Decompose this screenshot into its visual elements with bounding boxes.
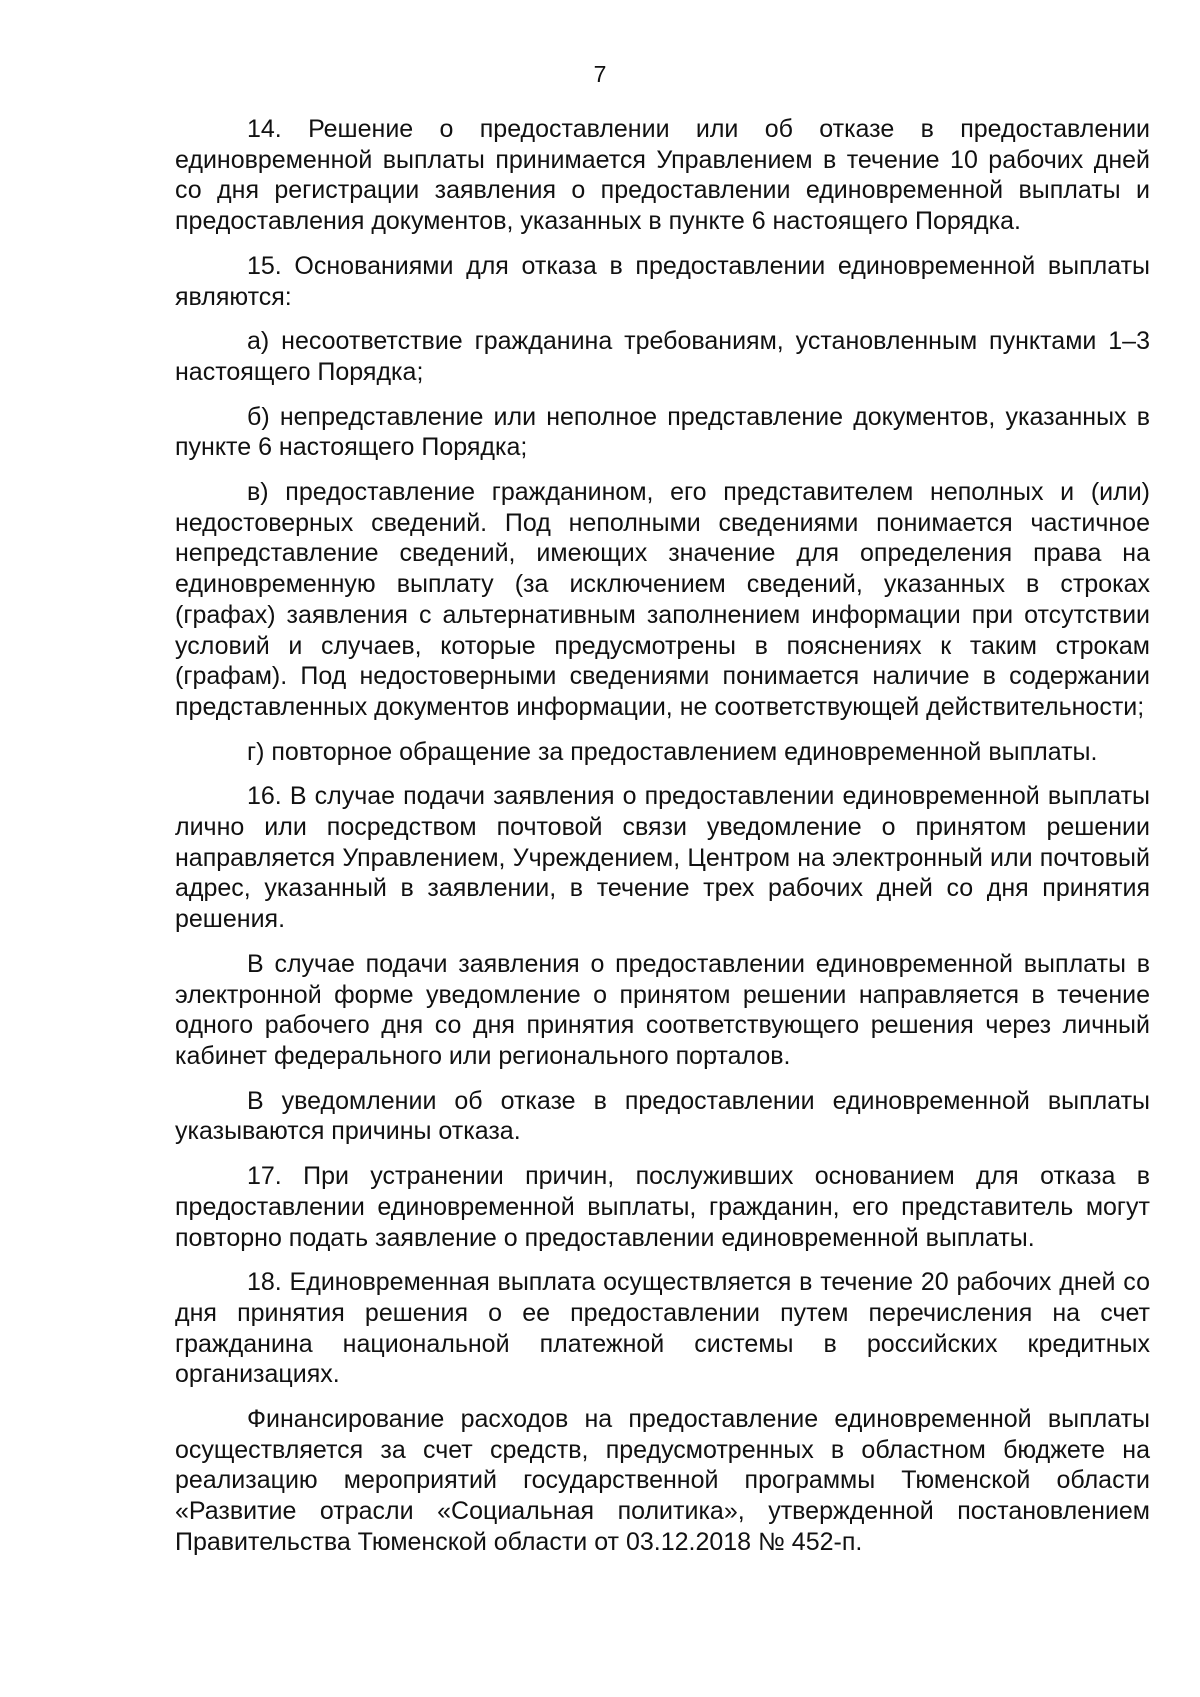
paragraph-15-g: г) повторное обращение за предоставлением единовременной выплаты. [247, 737, 1098, 766]
paragraph-14: 14. Решение о предоставлении или об отказе в предоставлении единовременной выплаты принимается Управлением в течение 10 рабочих дней со дня регистрации заявления о предоставлении единовременной выплаты и предоставления документов, указанных в пункте 6 настоящего Порядка. [175, 115, 1150, 236]
paragraph-15-v: в) предоставление гражданином, его представителем неполных и (или) недостоверных сведений. Под неполными сведениями понимается частичное непредставление сведений, имеющих значение для определения права на единовременную выплату (за исключением сведений, указанных в строках (графах) заявления с альтернативным заполнением информации при отсутствии условий и случаев, которые предусмотрены в пояснениях к таким строкам (графам). Под недостоверными сведениями понимается наличие в содержании представленных документов информации, не соответствующей действительности; [175, 478, 1150, 721]
paragraph-18: 18. Единовременная выплата осуществляется в течение 20 рабочих дней со дня принятия решения о ее предоставлении путем перечисления на счет гражданина национальной платежной системы в российских кредитных организациях. [175, 1268, 1150, 1389]
document-body [175, 114, 1150, 1558]
paragraph-16: 16. В случае подачи заявления о предоставлении единовременной выплаты лично или посредством почтовой связи уведомление о принятом решении направляется Управлением, Учреждением, Центром на электронный или почтовый адрес, указанный в заявлении, в течение трех рабочих дней со дня принятия решения. [175, 782, 1150, 934]
paragraph-16-refusal-reasons: В уведомлении об отказе в предоставлении единовременной выплаты указываются причины отказа. [175, 1086, 1150, 1146]
paragraph-16-electronic: В случае подачи заявления о предоставлении единовременной выплаты в электронной форме уведомление о принятом решении направляется в течение одного рабочего дня со дня принятия соответствующего решения через личный кабинет федерального или регионального порталов. [175, 949, 1150, 1070]
paragraph-15-a: а) несоответствие гражданина требованиям, установленным пунктами 1–3 настоящего Порядка; [175, 327, 1150, 386]
paragraph-15: 15. Основаниями для отказа в предоставлении единовременной выплаты являются: [175, 251, 1150, 311]
page-number: 7 [593, 61, 607, 87]
paragraph-18-financing: Финансирование расходов на предоставление единовременной выплаты осуществляется за счет средств, предусмотренных в областном бюджете на реализацию мероприятий государственной программы Тюменской области «Развитие отрасли «Социальная политика», утвержденной постановлением Правительства Тюменской области от 03.12.2018 № 452-п. [175, 1405, 1150, 1556]
paragraph-15-b: б) непредставление или неполное представление документов, указанных в пункте 6 настоящего Порядка; [175, 402, 1150, 462]
paragraph-17: 17. При устранении причин, послуживших основанием для отказа в предоставлении единовременной выплаты, гражданин, его представитель могут повторно подать заявление о предоставлении единовременной выплаты. [175, 1162, 1150, 1252]
